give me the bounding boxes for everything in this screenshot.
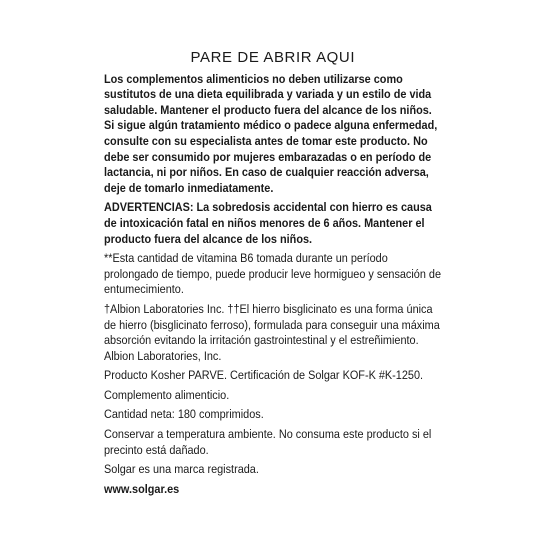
advertencias-paragraph: ADVERTENCIAS: La sobredosis accidental con hierro es causa de intoxicación fatal en niños menores de 6 años. Mantener el producto fuera del alcance de los niños. xyxy=(104,200,432,246)
open-here-heading: PARE DE ABRIR AQUI xyxy=(190,49,356,66)
storage-instructions: Conservar a temperatura ambiente. No consuma este producto si el precinto está dañado. xyxy=(104,427,432,457)
complemento-line: Complemento alimenticio. xyxy=(104,387,230,402)
website-link[interactable]: www.solgar.es xyxy=(104,481,180,496)
trademark-line: Solgar es una marca registrada. xyxy=(104,462,259,477)
product-label-text xyxy=(104,50,442,497)
main-warning-paragraph: Los complementos alimenticios no deben utilizarse como sustitutos de una dieta equilibrada y variada y un estilo de vida saludable. Mantener el producto fuera del alcance de los niños. Si sigue algún tratamiento médico o padece alguna enfermedad, consulte con su especialista antes de tomar este producto. No debe ser consumido por mujeres embarazadas o en período de lactancia, ni por niños. En caso de cualquier reacción adversa, deje de tomarlo inmediatamente. xyxy=(104,71,438,195)
kosher-certification: Producto Kosher PARVE. Certificación de Solgar KOF-K #K-1250. xyxy=(104,368,424,383)
albion-note: †Albion Laboratories Inc. ††El hierro bisglicinato es una forma única de hierro (bisglicinato ferroso), formulada para conseguir una máxima absorción evitando la irritación gastrointestinal y el estreñimiento. Albion Laboratories, Inc. xyxy=(104,301,440,363)
vitamin-b6-note: **Esta cantidad de vitamina B6 tomada durante un período prolongado de tiempo, puede producir leve hormigueo y sensación de entumecimiento. xyxy=(104,251,442,297)
net-quantity-line: Cantidad neta: 180 comprimidos. xyxy=(104,407,264,422)
